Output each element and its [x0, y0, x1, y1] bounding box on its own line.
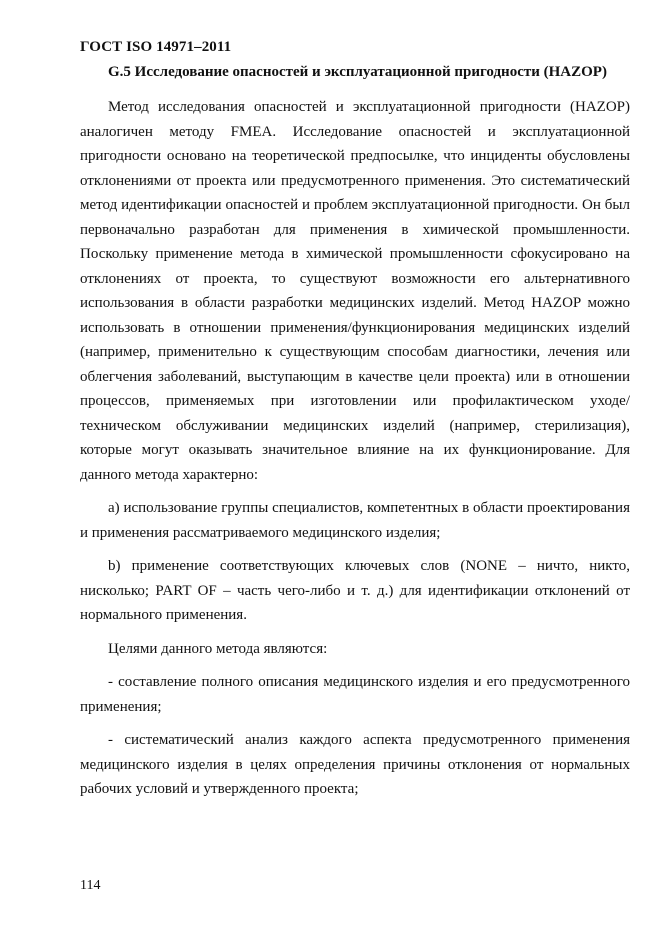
list-item-a: a) использование группы специалистов, компетентных в области проектирования и применения рассматриваемого медицинского изделия;	[80, 500, 630, 541]
paragraph-goals-intro: Целями данного метода являются:	[108, 640, 328, 657]
list-item-goal-1: - составление полного описания медицинского изделия и его предусмотренного применения;	[80, 674, 630, 715]
document-header: ГОСТ ISO 14971–2011	[80, 39, 232, 55]
list-item-goal-2: - систематический анализ каждого аспекта предусмотренного применения медицинского изделия в целях определения причины отклонения от нормальных рабочих условий и утвержденного проекта;	[80, 732, 630, 797]
document-body	[80, 95, 630, 802]
section-title: G.5 Исследование опасностей и эксплуатационной пригодности (HAZOP)	[108, 64, 607, 80]
page-number: 114	[80, 878, 101, 893]
list-item-b: b) применение соответствующих ключевых слов (NONE – ничто, никто, нисколько; PART OF – часть чего-либо и т. д.) для идентификации отклонений от нормального применения.	[80, 558, 630, 623]
paragraph-intro: Метод исследования опасностей и эксплуатационной пригодности (HAZOP) аналогичен методу FMEA. Исследование опасностей и эксплуатационной пригодности основано на теоретической предпосылке, что инциденты обусловлены отклонениями от проекта или предусмотренного применения. Это систематический метод идентификации опасностей и проблем эксплуатационной пригодности. Он был первоначально разработан для применения в химической промышленности. Поскольку применение метода в химической промышленности сфокусировано на отклонениях от проекта, то существуют возможности его альтернативного использования в области разработки медицинских изделий. Метод HAZOP можно использовать в отношении применения/функционирования медицинских изделий (например, применительно к существующим способам диагностики, лечения или облегчения заболеваний, выступающим в качестве цели проекта) или в отношении процессов, применяемых при изготовлении или профилактическом уходе/техническом обслуживании медицинских изделий (например, стерилизация), которые могут оказывать значительное влияние на их функционирование. Для данного метода характерно:	[80, 99, 630, 483]
